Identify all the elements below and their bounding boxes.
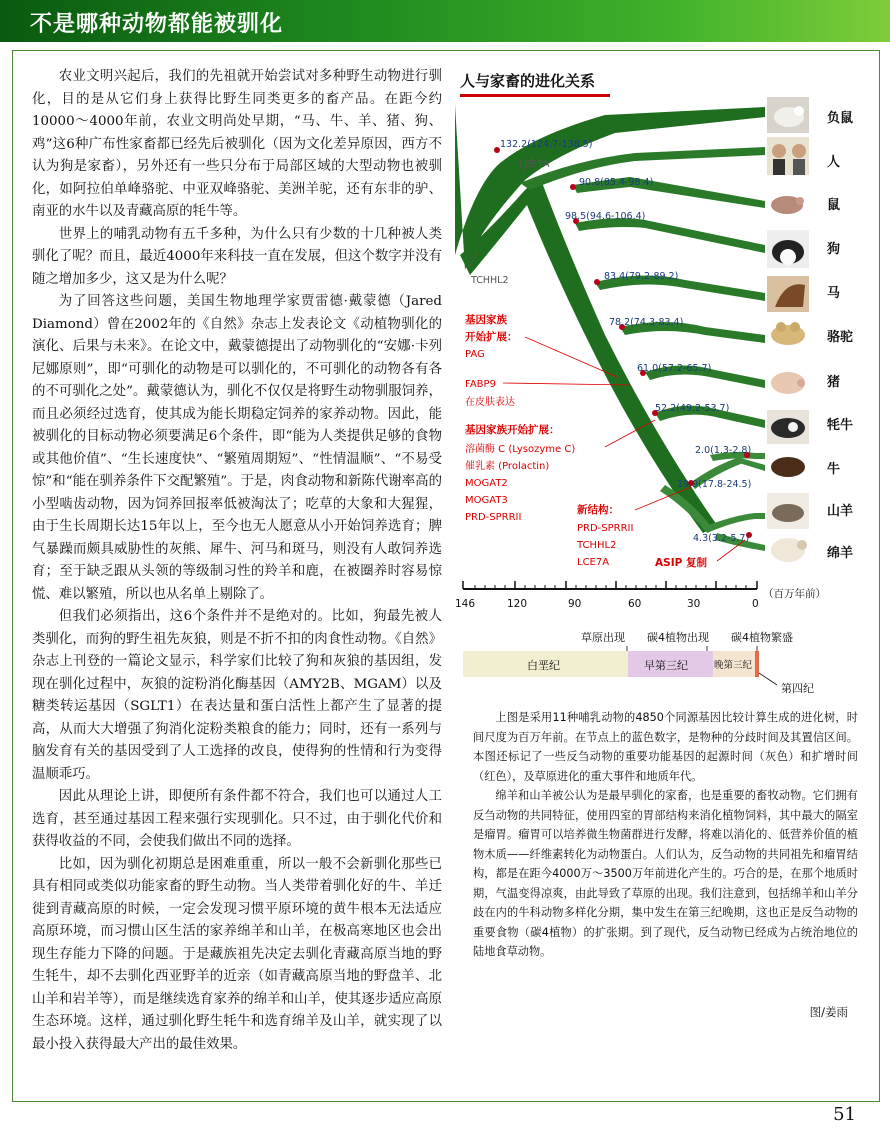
opossum-icon: [767, 97, 809, 133]
era-label: 第四纪: [781, 682, 814, 695]
annotation-3-title: 基因家族开始扩展：: [465, 424, 560, 436]
annotation-2-note: 在皮肤表达: [465, 397, 515, 408]
node-label: 4.3(3.2-5.7): [693, 533, 750, 544]
caption-paragraph: 绵羊和山羊被公认为是最早驯化的家畜，也是重要的畜牧动物。它们拥有反刍动物的共同特征，使用四室的胃部结构来消化植物饲料，其中最大的隔室是瘤胃。瘤胃可以培养微生物菌群进行发酵，将难以消化的、低营养价值的植物木质——纤维素转化为动物蛋白。人们认为，反刍动物的共同祖先和瘤胃结构，都是在距今4000万～3500万年前进化产生的。巧合的是，在那个地质时期，气温变得凉爽，由此导致了草原的出现。我们注意到，包括绵羊和山羊分歧在内的牛科动物多样化分期，集中发生在第三纪晚期，这也正是反刍动物的重要食物（碳4植物）的扩张期。到了现代，反刍动物已经成为占统治地位的陆地食草动物。: [473, 789, 858, 958]
node-dot: [570, 184, 576, 190]
annotation-1-line2: 开始扩展：: [465, 331, 518, 343]
animal-label: 骆驼: [827, 330, 854, 345]
gene-tchhl2: TCHHL2: [471, 275, 509, 286]
annotation-3-gene: 催乳素 (Prolactin): [465, 461, 550, 472]
animal-label: 山羊: [827, 504, 854, 519]
node-label: 19.9(17.8-24.5): [677, 479, 752, 490]
animal-label: 马: [827, 286, 841, 301]
annotation-2-gene: FABP9: [465, 379, 496, 390]
article-paragraph: 世界上的哺乳动物有五千多种，为什么只有少数的十几种被人类驯化了呢？而且，最近4000年来科技一直在发展，但这个数字并没有随之增加多少，这又是为什么呢？: [32, 226, 442, 287]
axis-tick-label: 90: [568, 598, 582, 610]
era-pointer-line: [759, 673, 777, 685]
annotation-4-gene: LCE7A: [577, 557, 610, 568]
event-label: 草原出现: [581, 631, 625, 644]
node-label: 2.0(1.3-2.8): [695, 445, 752, 456]
article-body: [32, 66, 442, 1056]
node-label: 83.4(79.2-89.2): [604, 271, 679, 282]
branch-dog: [575, 218, 765, 253]
annotation-3-gene: PRD-SPRRII: [465, 512, 522, 523]
yak-icon: [767, 410, 809, 444]
animal-label: 牦牛: [827, 418, 854, 433]
annotation-5-title: ASIP 复制: [655, 557, 707, 569]
node-label: 52.2(49.2-53.7): [655, 403, 730, 414]
article-paragraph: 因此从理论上讲，即便所有条件都不符合，我们也可以通过人工选育，甚至通过基因工程来强行实现驯化。只不过，由于驯化代价和获得收益的不同，会使我们做出不同的选择。: [32, 789, 442, 849]
node-label: 98.5(94.6-106.4): [565, 211, 646, 222]
article-paragraph: 但我们必须指出，这6个条件并不是绝对的。比如，狗最先被人类驯化，而狗的野生祖先灰狼，则是不折不扣的肉食性动物。《自然》杂志上刊登的一篇论文显示，科学家们比较了狗和灰狼的基因组，发现在驯化过程中，灰狼的淀粉消化酶基因（AMY2B、MGAM）以及糖类转运基因（SGLT1）在表达量和蛋白活性上都产生了显著的提高，从而大大增强了狗消化淀粉类粮食的能力；同时，还有一系列与脑发育有关的基因受到了人工选择的改良，使得狗的性情和行为变得温顺乖巧。: [32, 609, 442, 782]
annotation-4-gene: PRD-SPRRII: [577, 523, 634, 534]
figure-caption: [473, 708, 858, 962]
gene-lce7a: LCE7A: [519, 159, 550, 170]
annotation-3-gene: MOGAT2: [465, 478, 508, 489]
figure-credit: 图/姜雨: [809, 1005, 848, 1019]
evolution-tree-figure: [455, 95, 870, 700]
axis-tick-label: 146: [455, 598, 476, 610]
axis-tick-label: 120: [507, 598, 528, 610]
human-icon: [767, 137, 809, 175]
dog-icon: [767, 230, 809, 268]
branch-cattle: [737, 457, 765, 471]
page-header: [0, 0, 890, 42]
horse-icon: [767, 276, 809, 312]
era-label: 白垩纪: [527, 659, 560, 672]
annotation-3-gene: MOGAT3: [465, 495, 508, 506]
figure-title: 人与家畜的进化关系: [460, 72, 596, 90]
cattle-icon: [771, 457, 805, 477]
node-dot: [594, 279, 600, 285]
era-label: 早第三纪: [644, 659, 688, 672]
caption-paragraph: 上图是采用11种哺乳动物的4850个同源基因比较计算生成的进化树，时间尺度为百万年前。在节点上的蓝色数字，是物种的分歧时间及其置信区间。本图还标记了一些反刍动物的重要功能基因的起源时间（灰色）和扩增时间（红色），及草原进化的重大事件和地质年代。: [473, 711, 858, 783]
animal-label: 猪: [827, 375, 841, 390]
era-label: 晚第三纪: [714, 660, 753, 671]
animal-label: 绵羊: [827, 546, 854, 561]
camel-icon: [771, 322, 805, 345]
node-label: 132.2(124.7-138.5): [500, 139, 593, 150]
node-label: 61.0(57.2-65.7): [637, 363, 712, 374]
axis-tick-label: 60: [628, 598, 642, 610]
node-label: 78.2(74.3-83.4): [609, 317, 684, 328]
animal-label: 牛: [827, 462, 841, 477]
axis-major-ticks: [463, 581, 757, 589]
annotation-4-gene: TCHHL2: [577, 540, 617, 551]
annotation-1-gene: PAG: [465, 349, 485, 360]
mouse-icon: [771, 196, 804, 214]
animal-label: 狗: [827, 242, 841, 257]
axis-unit: （百万年前）: [763, 588, 826, 600]
article-paragraph: 比如，因为驯化初期总是困难重重，所以一般不会新驯化那些已具有相同或类似功能家畜的野生动物。当人类带着驯化好的牛、羊迁徙到青藏高原的时候，一定会发现习惯平原环境的黄牛根本无法适应高原环境，而习惯山区生活的家养绵羊和山羊，在极高寒地区也会出现生存能力下降的问题。于是藏族祖先决定去驯化青藏高原当地的野生牦牛，却不去驯化西亚野羊的近亲（如青藏高原当地的野盘羊、北山羊和岩羊等），而是继续选育家养的绵羊和山羊，使其逐步适应高原生态环境。这样，通过驯化野生牦牛和选育绵羊及山羊，就实现了以最小投入获得最大产出的最佳效果。: [32, 856, 442, 1052]
annotation-3-gene: 溶菌酶 C (Lysozyme C): [465, 444, 576, 455]
goat-icon: [767, 493, 809, 529]
article-paragraph: 为了回答这些问题，美国生物地理学家贾雷德·戴蒙德（Jared Diamond）曾在2002年的《自然》杂志上发表论文《动植物驯化的演化、后果与未来》。在论文中，戴蒙德提出了动物驯化的“安娜·卡列尼娜原则”，即“可驯化的动物是可以驯化的，不可驯化的动物各有各的不可驯化之处”。戴蒙德认为，驯化不仅仅是将野生动物驯服饲养，而且必须经过选育，使其成为能长期稳定饲养的家养动物。因此，能被驯化的目标动物必须要满足6个条件，即“能为人类提供足够的食物或其他价值”、“生长速度快”、“繁殖周期短”、“性情温顺”、“不易受惊”和“能在驯养条件下交配繁殖”。于是，肉食动物和新陈代谢率高的小型啮齿动物，因为饲养回报率低被淘汰了；吃草的大象和大猩猩，由于生长周期长达15年以上，至今也无人愿意从小开始饲养选育；脾气暴躁而颇具威胁性的灰熊、犀牛、河马和斑马，则没有人敢饲养选育；至于缺乏跟从头领的等级制习性的羚羊和鹿，在被圈养时容易惊慌、难以繁殖，所以也从名单上剔除了。: [32, 294, 442, 602]
annotation-4-title: 新结构：: [577, 504, 619, 516]
sheep-icon: [771, 538, 807, 562]
animal-label: 鼠: [827, 198, 841, 213]
animal-label: 负鼠: [827, 111, 854, 126]
era-quaternary-band: [755, 651, 759, 677]
article-paragraph: 农业文明兴起后，我们的先祖就开始尝试对多种野生动物进行驯化，目的是从它们身上获得比野生同类更多的畜产品。在距今约10000～4000年前，农业文明尚处早期，“马、牛、羊、猪、狗、鸡”这6种广布性家畜都已经先后被驯化（因为文化差异原因，西方不认为狗是家畜），另外还有一些只分布于局部区域的大型动物也被驯化，如阿拉伯单峰骆驼、中亚双峰骆驼、美洲羊驼，还有东非的驴、南亚的水牛以及青藏高原的牦牛等。: [32, 69, 442, 219]
annotation-1-line1: 基因家族: [465, 314, 507, 326]
pig-icon: [771, 372, 805, 394]
page-title: 不是哪种动物都能被驯化: [30, 12, 284, 37]
axis-tick-label: 0: [752, 598, 759, 610]
event-label: 碳4植物繁盛: [731, 631, 793, 644]
event-label: 碳4植物出现: [647, 631, 709, 644]
page-number: 51: [833, 1104, 856, 1125]
axis-tick-label: 30: [687, 598, 701, 610]
node-label: 90.8(85.4-98.4): [579, 177, 654, 188]
animal-label: 人: [827, 155, 841, 170]
